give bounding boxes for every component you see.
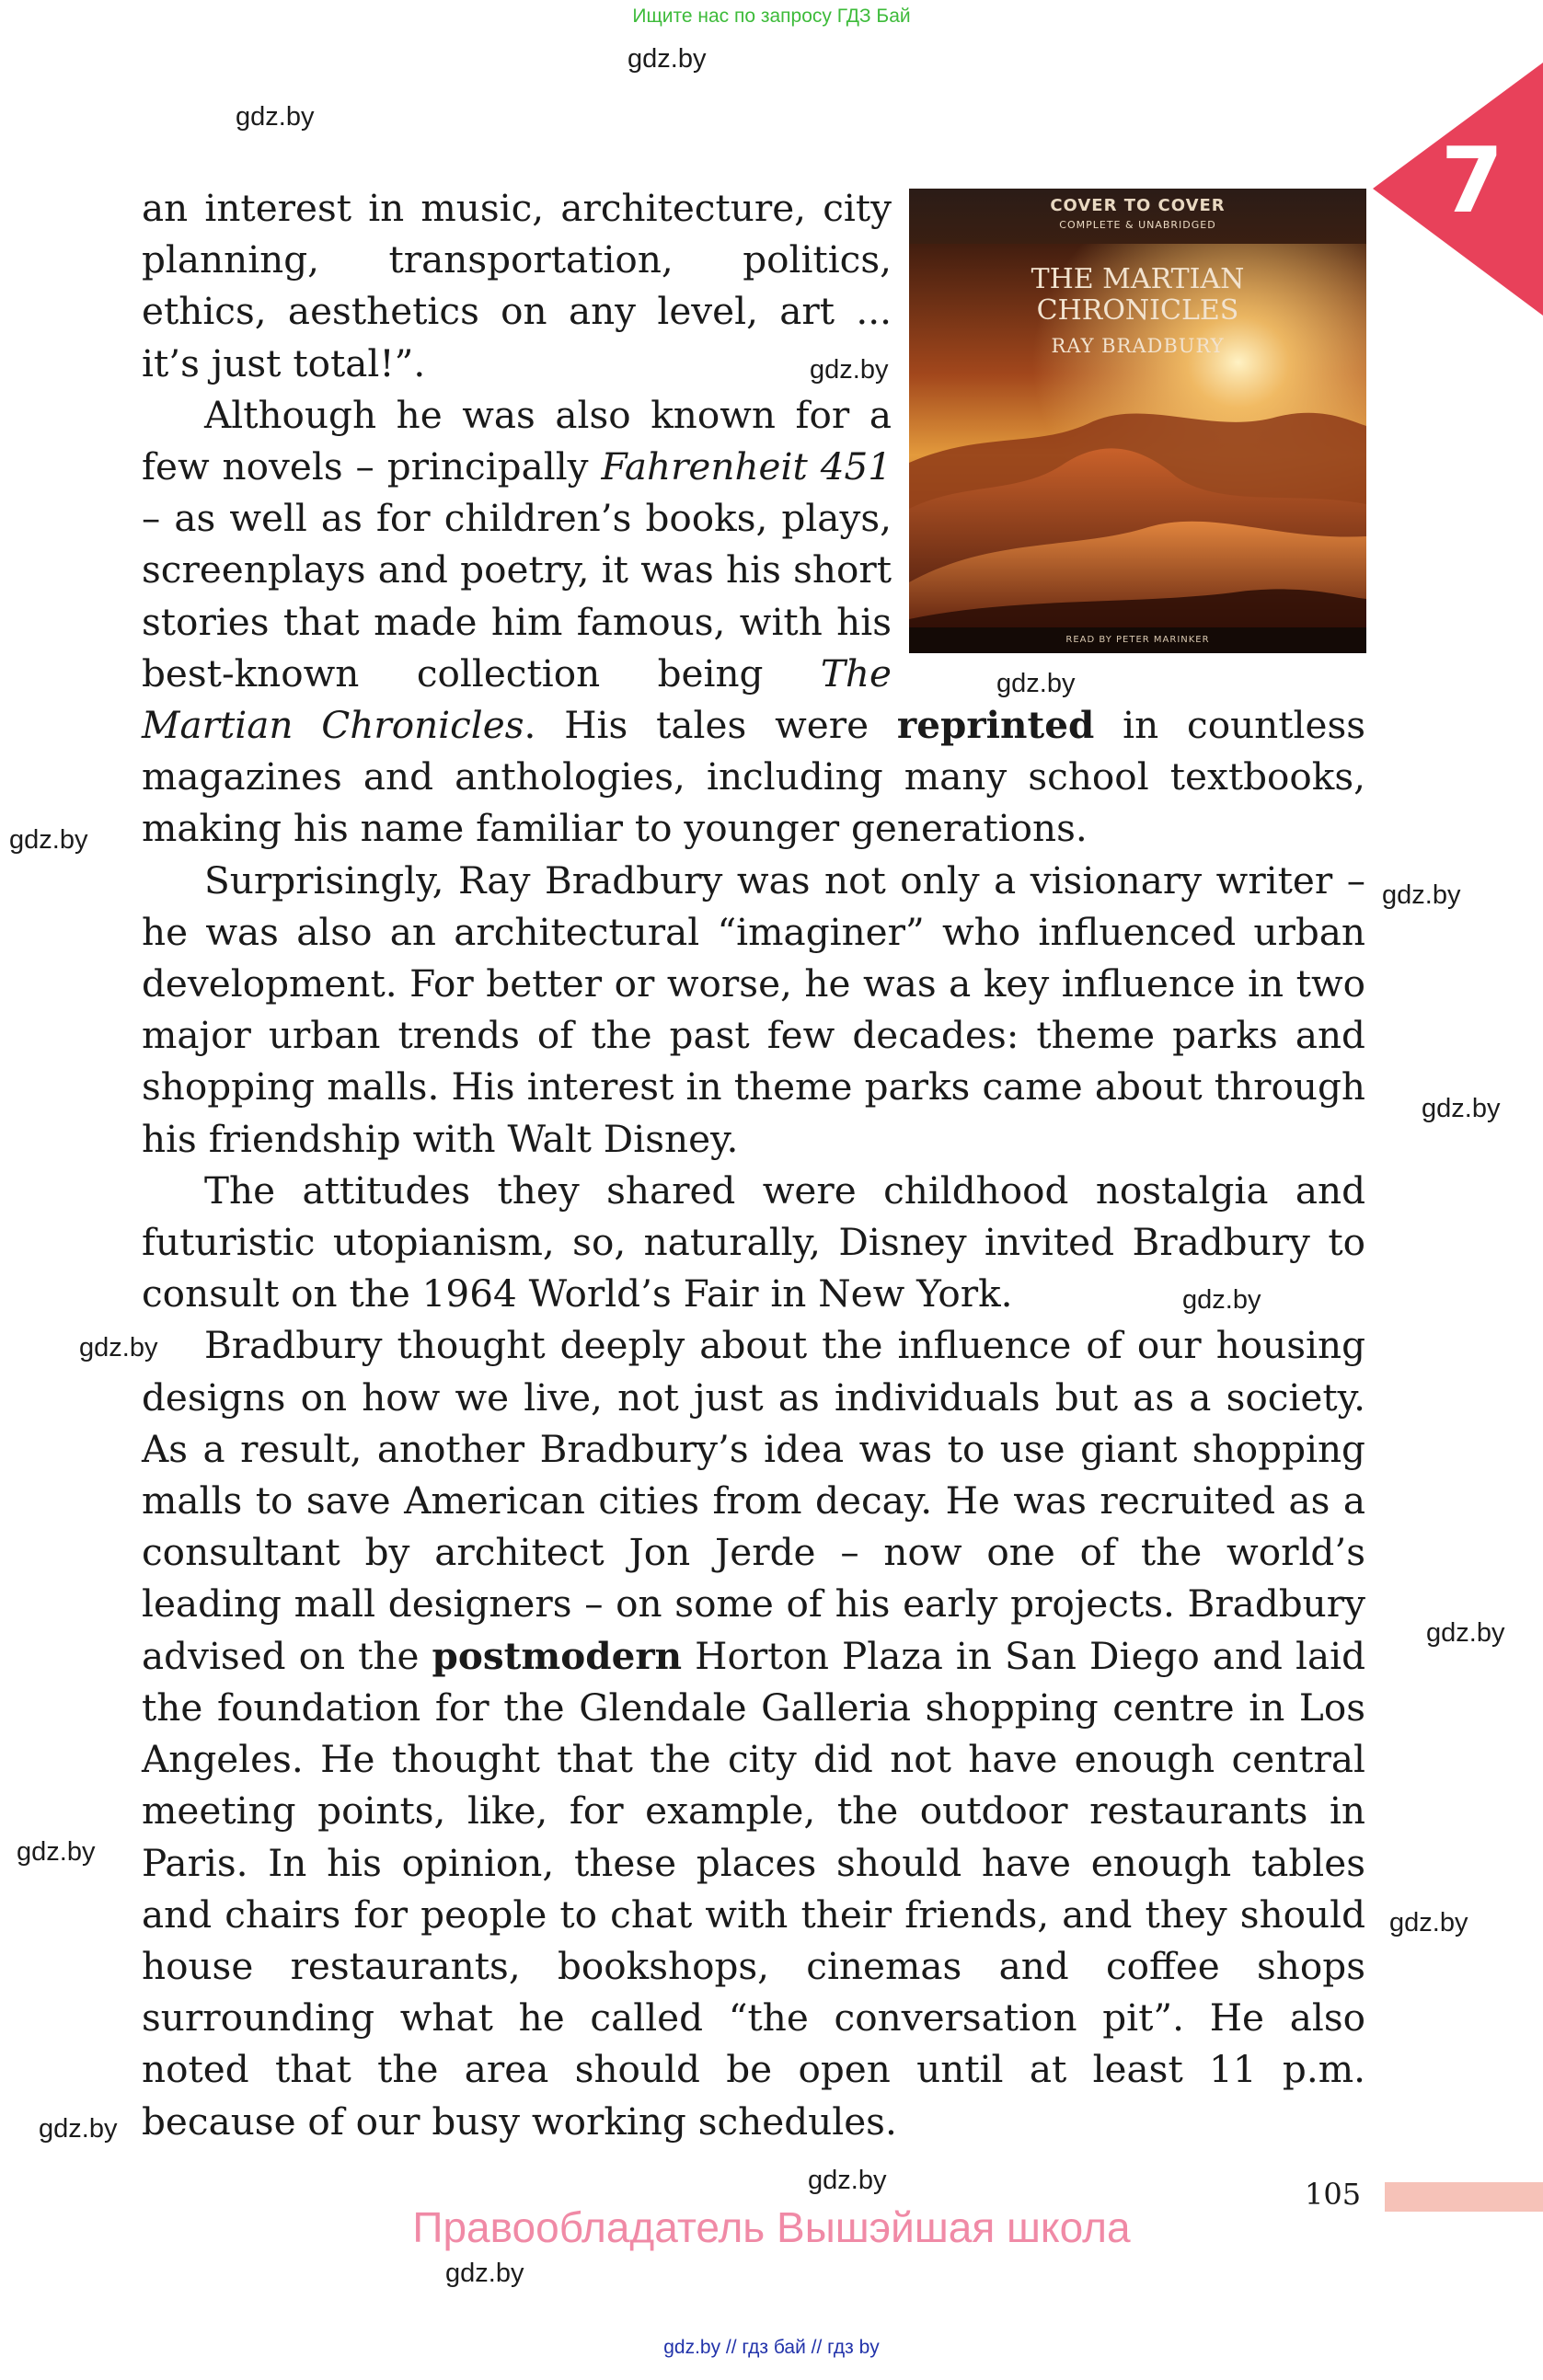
cover-title-line1: THE MARTIAN xyxy=(1031,263,1245,295)
watermark: gdz.by xyxy=(1389,1908,1468,1937)
cover-author: RAY BRADBURY xyxy=(1051,335,1225,357)
top-search-banner: Ищите нас по запросу ГДЗ Бай xyxy=(632,6,911,27)
article-text xyxy=(142,182,1365,2147)
paragraph: an interest in music, architecture, city planning, transportation, politics, ethics, aesthetics on any level, art ... it’s just total!”. xyxy=(142,186,892,385)
watermark: gdz.by xyxy=(1422,1094,1501,1123)
cover-edition-line: COMPLETE & UNABRIDGED xyxy=(1059,219,1216,231)
page-number: 105 xyxy=(1305,2177,1362,2212)
watermark: gdz.by xyxy=(79,1333,158,1362)
watermark: gdz.by xyxy=(810,355,889,385)
cover-narrator-line: READ BY PETER MARINKER xyxy=(909,627,1366,653)
watermark: gdz.by xyxy=(445,2259,524,2288)
watermark: gdz.by xyxy=(39,2114,118,2144)
watermark: gdz.by xyxy=(9,825,88,855)
watermark: gdz.by xyxy=(1382,880,1461,910)
paragraph: Surprisingly, Ray Bradbury was not only a visionary writer – he was also an architectural “imaginer” who influenced urban development. For better or worse, he was a key influence in two major urban trends of the past few decades: theme parks and shopping malls. His interest in theme parks came about through his friendship with Walt Disney. xyxy=(142,857,1365,1161)
watermark: gdz.by xyxy=(236,102,315,132)
paragraph: Bradbury thought deeply about the influence of our housing designs on how we live, not just as individuals but as a society. As a result, another Bradbury’s idea was to use giant shopping malls to save American cities from decay. He was recruited as a consultant by architect Jon Jerde – now one of the world’s leading mall designers – on some of his early projects. Bradbury advised on the postmodern Horton Plaza in San Diego and laid the foundation for the Glendale Galleria shopping centre in Los Angeles. He thought that the city did not have enough central meeting points, like, for example, the outdoor restaurants in Paris. In his opinion, these places should have enough tables and chairs for people to chat with their friends, and they should house restaurants, bookshops, cinemas and coffee shops surrounding what he called “the conversation pit”. He also noted that the area should be open until at least 11 p.m. because of our busy working schedules. xyxy=(142,1323,1365,2144)
watermark: gdz.by xyxy=(808,2166,887,2195)
copyright-notice: Правообладатель Вышэйшая школа xyxy=(412,2203,1131,2251)
watermark: gdz.by xyxy=(996,669,1076,698)
watermark: gdz.by xyxy=(1426,1618,1505,1648)
cover-title-line2: CHRONICLES xyxy=(1036,294,1239,327)
paragraph: Although he was also known for a few novels – principally Fahrenheit 451 – as well as for children’s books, plays, screenplays and poetry, it was his short stories that made him famous, with his best-known collection being The Martian Chronicles. His tales were reprinted in countless magazines and anthologies, including many school textbooks, making his name familiar to younger generations. xyxy=(142,392,1366,851)
watermark: gdz.by xyxy=(628,44,707,74)
paragraph: The attitudes they shared were childhood nostalgia and futuristic utopianism, so, naturally, Disney invited Bradbury to consult on the 1964 World’s Fair in New York. xyxy=(142,1167,1365,1316)
footer-links[interactable]: gdz.by // гдз бай // гдз by xyxy=(663,2337,880,2358)
cover-publisher-line: COVER TO COVER xyxy=(1050,196,1226,215)
watermark: gdz.by xyxy=(1182,1285,1261,1315)
watermark: gdz.by xyxy=(17,1837,96,1867)
chapter-number: 7 xyxy=(1440,129,1504,234)
